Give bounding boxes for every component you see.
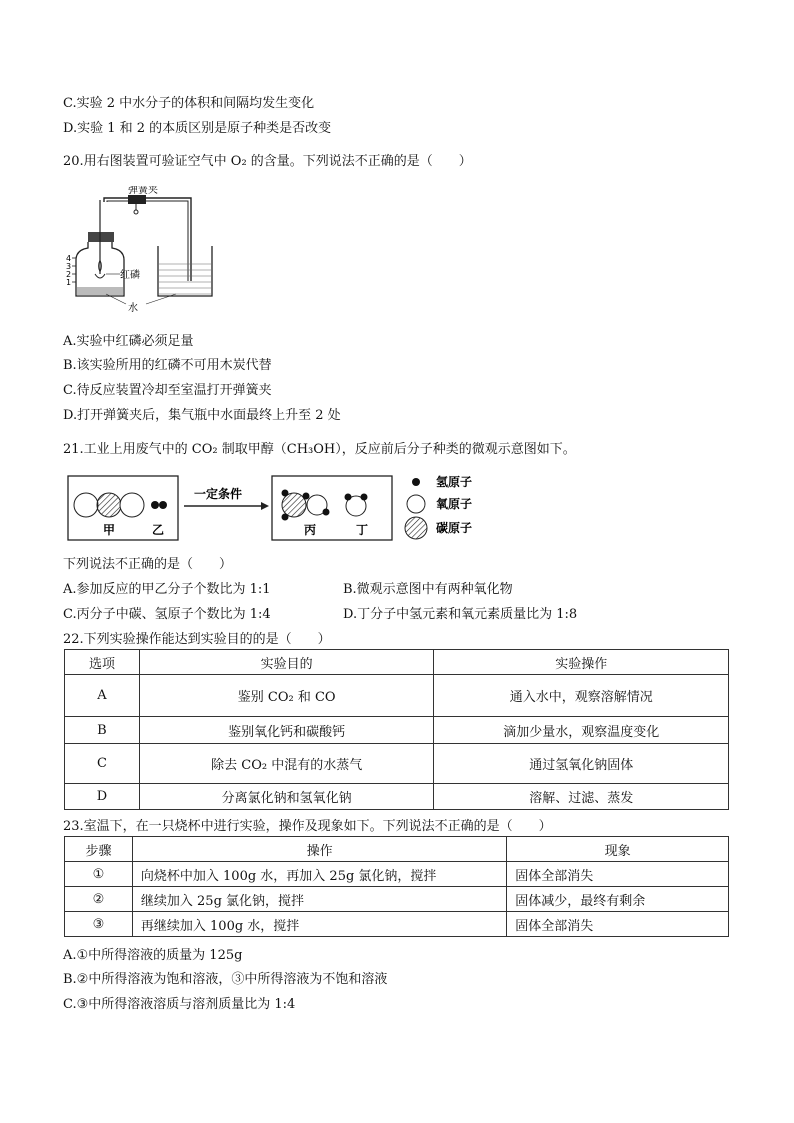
operation-cell: 溶解、过滤、蒸发	[434, 784, 729, 810]
operation-cell: 向烧杯中加入 100g 水，再加入 25g 氯化钠，搅拌	[132, 862, 506, 887]
q23-option-c: C.③中所得溶液溶质与溶剂质量比为 1:4	[63, 997, 296, 1012]
header-cell: 步骤	[65, 837, 133, 862]
header-cell: 实验目的	[139, 650, 434, 675]
table-row	[65, 862, 729, 887]
table-header-row	[65, 837, 729, 862]
q20-apparatus-figure	[66, 186, 216, 314]
table-row	[65, 675, 729, 717]
q21-question: 下列说法不正确的是（ ）	[63, 557, 233, 572]
clamp-icon	[128, 195, 146, 204]
arrow-icon	[261, 502, 269, 510]
operation-cell: 通过氢氧化钠固体	[434, 744, 729, 784]
phosphorus-label: 红磷	[120, 270, 140, 281]
q22-table	[64, 649, 729, 810]
carbon-atom-icon	[405, 517, 427, 539]
option-cell: B	[65, 717, 140, 744]
q23-table	[64, 836, 729, 937]
q21-micro-diagram	[66, 470, 496, 546]
table-row	[65, 912, 729, 937]
header-cell: 现象	[507, 837, 729, 862]
clip-label: 弹簧夹	[128, 186, 158, 196]
q21-option-b: B.微观示意图中有两种氧化物	[343, 582, 513, 597]
q20-option-a: A.实验中红磷必须足量	[63, 334, 194, 349]
operation-cell: 再继续加入 100g 水，搅拌	[132, 912, 506, 937]
water-label: 水	[128, 303, 138, 314]
q19-option-d: D.实验 1 和 2 的本质区别是原子种类是否改变	[63, 121, 332, 136]
purpose-cell: 鉴别氧化钙和碳酸钙	[139, 717, 434, 744]
oxygen-atom-icon	[407, 495, 425, 513]
step-cell: ①	[65, 862, 133, 887]
header-cell: 操作	[132, 837, 506, 862]
arrow-label: 一定条件	[194, 487, 243, 501]
legend-oxygen: 氧原子	[436, 497, 473, 511]
table-row	[65, 784, 729, 810]
q21-option-a: A.参加反应的甲乙分子个数比为 1:1	[63, 582, 271, 597]
operation-cell: 滴加少量水，观察温度变化	[434, 717, 729, 744]
mark-4: 4	[66, 254, 72, 263]
label-bing: 丙	[304, 523, 317, 537]
legend-hydrogen: 氢原子	[436, 475, 473, 489]
table-row	[65, 887, 729, 912]
legend-carbon: 碳原子	[436, 521, 473, 535]
q23-stem: 23.室温下，在一只烧杯中进行实验，操作及现象如下。下列说法不正确的是（ ）	[63, 819, 552, 834]
table-row	[65, 744, 729, 784]
q21-stem: 21.工业上用废气中的 CO₂ 制取甲醇（CH₃OH），反应前后分子种类的微观示意图如下。	[63, 442, 576, 457]
mark-2: 2	[66, 270, 72, 279]
header-cell: 选项	[65, 650, 140, 675]
q23-option-b: B.②中所得溶液为饱和溶液，③中所得溶液为不饱和溶液	[63, 972, 388, 987]
header-cell: 实验操作	[434, 650, 729, 675]
operation-cell: 通入水中，观察溶解情况	[434, 675, 729, 717]
step-cell: ③	[65, 912, 133, 937]
q21-option-d: D.丁分子中氢元素和氧元素质量比为 1:8	[343, 607, 578, 622]
phenomenon-cell: 固体全部消失	[507, 912, 729, 937]
option-cell: D	[65, 784, 140, 810]
q20-stem: 20.用右图装置可验证空气中 O₂ 的含量。下列说法不正确的是（ ）	[63, 154, 472, 169]
q19-option-c: C.实验 2 中水分子的体积和间隔均发生变化	[63, 96, 315, 111]
purpose-cell: 除去 CO₂ 中混有的水蒸气	[139, 744, 434, 784]
mark-3: 3	[66, 262, 72, 271]
label-ding: 丁	[356, 523, 369, 537]
q22-stem: 22.下列实验操作能达到实验目的的是（ ）	[63, 632, 331, 647]
option-cell: C	[65, 744, 140, 784]
purpose-cell: 鉴别 CO₂ 和 CO	[139, 675, 434, 717]
table-row	[65, 717, 729, 744]
q23-option-a: A.①中所得溶液的质量为 125g	[63, 948, 243, 963]
q21-option-c: C.丙分子中碳、氢原子个数比为 1:4	[63, 607, 271, 622]
mark-1: 1	[66, 278, 72, 287]
q20-option-b: B.该实验所用的红磷不可用木炭代替	[63, 358, 272, 373]
hydrogen-atom-icon	[412, 478, 420, 486]
phenomenon-cell: 固体全部消失	[507, 862, 729, 887]
label-jia: 甲	[103, 523, 116, 537]
option-cell: A	[65, 675, 140, 717]
step-cell: ②	[65, 887, 133, 912]
q20-option-d: D.打开弹簧夹后，集气瓶中水面最终上升至 2 处	[63, 408, 341, 423]
purpose-cell: 分离氯化钠和氢氧化钠	[139, 784, 434, 810]
label-yi: 乙	[152, 523, 165, 537]
phenomenon-cell: 固体减少，最终有剩余	[507, 887, 729, 912]
operation-cell: 继续加入 25g 氯化钠，搅拌	[132, 887, 506, 912]
q20-option-c: C.待反应装置冷却至室温打开弹簧夹	[63, 383, 272, 398]
table-header-row	[65, 650, 729, 675]
